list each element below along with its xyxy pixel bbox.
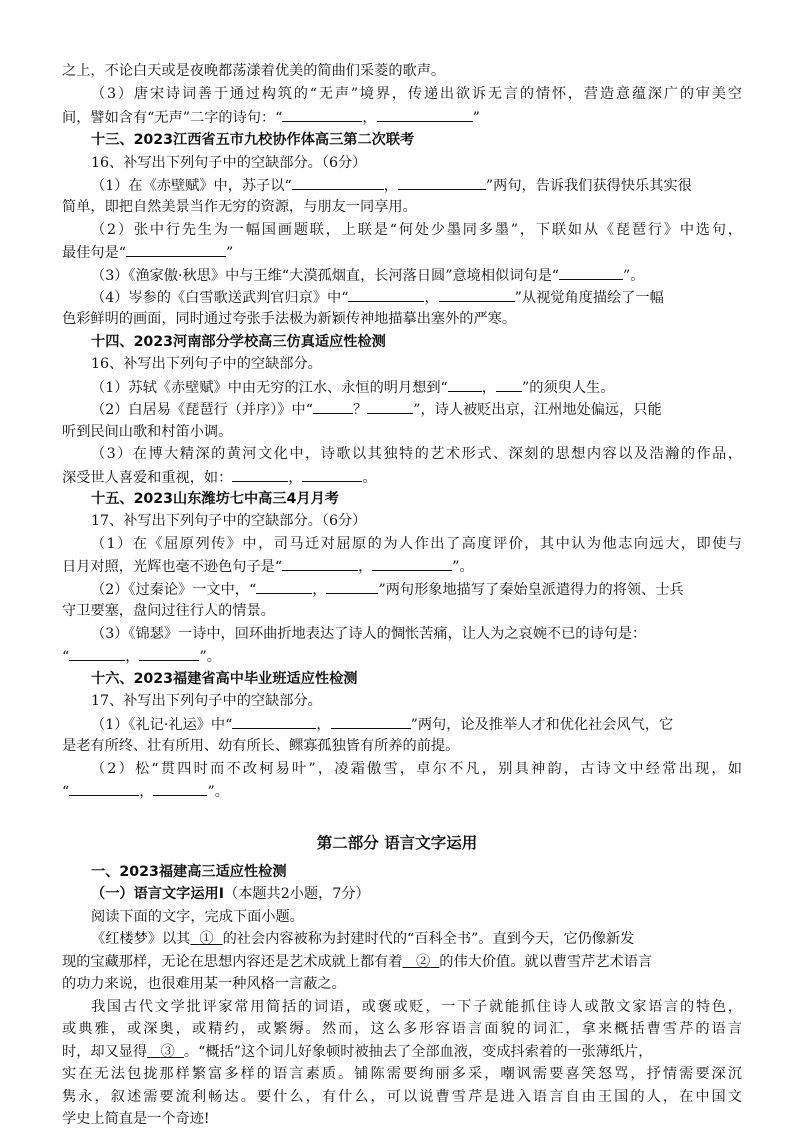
text-line: 现的宝藏那样，无论在思想内容还是艺术成就上都有着 ② 的伟大价值。就以曹雪芹艺术语言 xyxy=(62,954,653,970)
subsection-heading: （一）语言文字运用Ⅰ（本题共2小题，7分） xyxy=(91,886,370,902)
answer-blank xyxy=(126,241,226,257)
section-heading: 一、2023福建高三适应性检测 xyxy=(91,864,287,880)
text-line: 我国古代文学批评家常用简括的词语，或褒或贬，一下子就能抓住诗人或散文家语言的特色， xyxy=(91,999,742,1015)
question-stem: 16、补写出下列句子中的空缺部分。（6分） xyxy=(91,155,367,171)
text-line: 简单，即把自然美景当作无穷的资源，与朋友一同享用。 xyxy=(62,199,417,215)
answer-blank xyxy=(302,466,362,482)
text-line: （4）岑参的《白雪歌送武判官归京》中“ ， ”从视觉角度描绘了一幅 xyxy=(91,286,742,310)
section-heading: 十三、2023江西省五市九校协作体高三第二次联考 xyxy=(91,132,415,148)
answer-blank xyxy=(448,376,482,392)
answer-blank xyxy=(372,555,452,571)
numbered-blank: ① xyxy=(199,931,214,947)
text-line: 的功力来说，也很难用某一种风格一言蔽之。 xyxy=(62,976,346,992)
answer-blank xyxy=(439,286,515,302)
answer-blank xyxy=(313,398,353,414)
answer-blank xyxy=(232,466,288,482)
section-heading: 十六、2023福建省高中毕业班适应性检测 xyxy=(91,671,358,687)
answer-blank xyxy=(559,264,623,280)
text-line: （1）在《赤壁赋》中，苏子以“ ， ”两句，告诉我们获得快乐其实很 xyxy=(91,174,742,198)
instruction: 阅读下面的文字，完成下面小题。 xyxy=(91,909,304,925)
text-line: 学史上简直是一个奇迹! xyxy=(62,1111,210,1127)
text-line: （2）松“贯四时而不改柯易叶”，凌霜傲雪，卓尔不凡，别具神韵，古诗文中经常出现，如 xyxy=(91,761,742,777)
answer-blank xyxy=(331,713,411,729)
question-stem: 16、补写出下列句子中的空缺部分。 xyxy=(91,356,322,372)
text-line: （1）在《屈原列传》中，司马迁对屈原的为人作出了高度评价，其中认为他志向远大，即使与 xyxy=(91,536,742,552)
text-line: （3）《渔家傲·秋思》中与王维“大漠孤烟直，长河落日圆”意境相似词句是“ ”。 xyxy=(91,264,742,288)
text-line: （2）《过秦论》一文中，“ ， ”两句形象地描写了秦始皇派遣得力的将领、士兵 xyxy=(91,578,742,602)
text-line: 之上，不论白天或是夜晚都荡漾着优美的简曲们采菱的歌声。 xyxy=(62,63,446,79)
answer-blank xyxy=(398,174,486,190)
text-line: “ ， ”。 xyxy=(62,645,742,669)
text-line: 实在无法包拢那样繁富多样的语言素质。铺陈需要绚丽多采，嘲讽需要喜笑怒骂，抒情需要深沉 xyxy=(62,1066,742,1082)
text-line: 《红楼梦》以其 ① 的社会内容被称为封建时代的“百科全书”。直到今天，它仍像新发 xyxy=(91,931,635,947)
answer-blank xyxy=(69,780,139,796)
text-line: 间，譬如含有“无声”二字的诗句：“ ， ” xyxy=(62,106,742,130)
text-line: 日月对照，光辉也毫不逊色句子是“ ， ”。 xyxy=(62,555,742,579)
text-line: 守卫要塞，盘问过往行人的情景。 xyxy=(62,603,275,619)
section-heading: 十五、2023山东潍坊七中高三4月月考 xyxy=(91,491,339,507)
answer-blank xyxy=(282,106,362,122)
answer-blank xyxy=(348,286,424,302)
numbered-blank: ③ xyxy=(160,1044,175,1060)
question-stem: 17、补写出下列句子中的空缺部分。 xyxy=(91,693,322,709)
part-title: 第二部分 语言文字运用 xyxy=(316,834,478,852)
text-line: （3）在博大精深的黄河文化中，诗歌以其独特的艺术形式、深刻的思想内容以及浩瀚的作品， xyxy=(91,446,742,462)
text-line: 是老有所终、壮有所用、幼有所长、鳏寡孤独皆有所养的前提。 xyxy=(62,738,460,754)
text-line: 时，却又显得 ③ 。“概括”这个词儿好象顿时被抽去了全部血液，变成抖索着的一张薄纸片， xyxy=(62,1044,653,1060)
text-line: 或典雅，或深奥，或精约，或繁缛。然而，这么多形容语言面貌的词汇，拿来概括曹雪芹的语言 xyxy=(62,1021,742,1037)
text-line: 隽永，叙述需要流利畅达。要什么，有什么，可以说曹雪芹是进入语言自由王国的人，在中国文 xyxy=(62,1089,742,1105)
text-line: （1）《礼记·礼运》中“ ， ”两句，论及推举人才和优化社会风气，它 xyxy=(91,713,742,737)
answer-blank xyxy=(153,780,207,796)
answer-blank xyxy=(292,174,384,190)
text-line: 最佳句是“ ” xyxy=(62,241,742,265)
text-line: “ ， ”。 xyxy=(62,780,742,804)
numbered-blank: ② xyxy=(416,954,431,970)
question-stem: 17、补写出下列句子中的空缺部分。（6分） xyxy=(91,513,367,529)
answer-blank xyxy=(377,106,473,122)
answer-blank xyxy=(282,555,358,571)
answer-blank xyxy=(139,645,199,661)
answer-blank xyxy=(232,713,316,729)
answer-blank xyxy=(367,398,413,414)
answer-blank xyxy=(256,578,312,594)
text-line: （1）苏轼《赤壁赋》中由无穷的江水、永恒的明月想到“ ， ”的须臾人生。 xyxy=(91,376,742,400)
text-line: （3）唐宋诗词善于通过构筑的“无声”境界，传递出欲诉无言的情怀，营造意蕴深广的审美空 xyxy=(91,86,742,102)
answer-blank xyxy=(326,578,378,594)
answer-blank xyxy=(69,645,125,661)
text-line: 色彩鲜明的画面，同时通过夸张手法极为新颖传神地描摹出塞外的严寒。 xyxy=(62,311,517,327)
text-line: （3）《锦瑟》一诗中，回环曲折地表达了诗人的惆怅苦痛，让人为之哀婉不已的诗句是： xyxy=(91,626,647,642)
section-heading: 十四、2023河南部分学校高三仿真适应性检测 xyxy=(91,334,386,350)
text-line: 听到民间山歌和村笛小调。 xyxy=(62,424,233,440)
answer-blank xyxy=(496,376,522,392)
text-line: （2）白居易《琵琶行（并序）》中“ ？ ”，诗人被贬出京，江州地处偏远，只能 xyxy=(91,398,742,422)
text-line: 深受世人喜爱和重视，如： ， 。 xyxy=(62,466,742,490)
text-line: （2）张中行先生为一幅国画题联，上联是“何处少墨同多墨”，下联如从《琵琶行》中选句， xyxy=(91,222,742,238)
